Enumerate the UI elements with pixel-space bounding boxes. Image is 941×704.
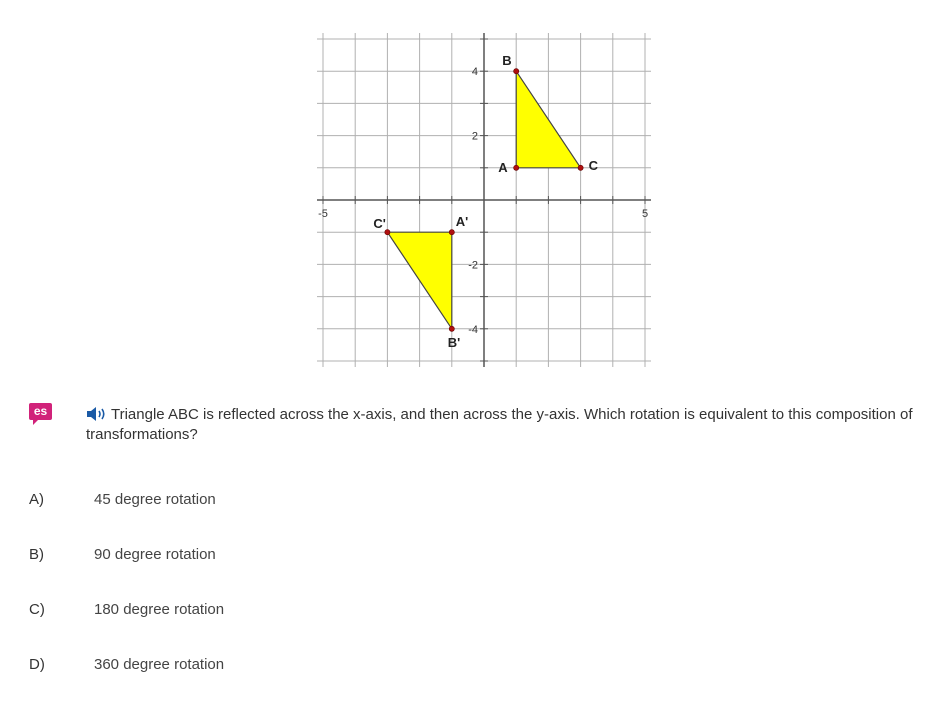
axes (317, 33, 651, 367)
vertex-label: A (498, 159, 508, 175)
vertex-point (578, 165, 583, 170)
choice-letter: A) (29, 491, 44, 508)
choice-label: 180 degree rotation (94, 601, 225, 618)
choice-label: 360 degree rotation (94, 656, 225, 673)
vertex-label: B (502, 53, 512, 69)
x-tick-label: -5 (318, 208, 328, 220)
vertex-label: C (588, 157, 598, 173)
vertex-label: C' (373, 216, 386, 232)
x-tick-label: 5 (641, 208, 649, 220)
vertex-point (449, 326, 454, 331)
answer-choice-c[interactable] (0, 596, 600, 626)
choice-letter: B) (29, 546, 44, 563)
vertex-point (514, 165, 519, 170)
spanish-translation-icon[interactable]: es (29, 403, 52, 420)
vertex-point (449, 230, 454, 235)
tick-labels (318, 66, 648, 336)
choice-letter: C) (29, 601, 45, 618)
vertex-label: B' (447, 334, 461, 350)
y-tick-label: 4 (471, 66, 478, 79)
question-text (86, 405, 938, 445)
answer-choice-b[interactable] (0, 541, 600, 571)
answer-choice-d[interactable] (0, 651, 600, 681)
choice-label: 45 degree rotation (94, 491, 216, 508)
y-tick-label: 2 (471, 130, 478, 143)
choice-label: 90 degree rotation (94, 546, 216, 563)
vertex-label: A' (455, 214, 469, 230)
vertex-point (514, 69, 519, 74)
question-prompt: Triangle ABC is reflected across the x-axis, and then across the y-axis. Which rotation is equivalent to this composition of transformations? (86, 406, 913, 443)
answer-choice-a[interactable] (0, 486, 600, 516)
y-tick-label: -4 (468, 323, 478, 336)
y-tick-label: -2 (468, 259, 478, 272)
triangles (373, 53, 598, 350)
choice-letter: D) (29, 656, 45, 673)
